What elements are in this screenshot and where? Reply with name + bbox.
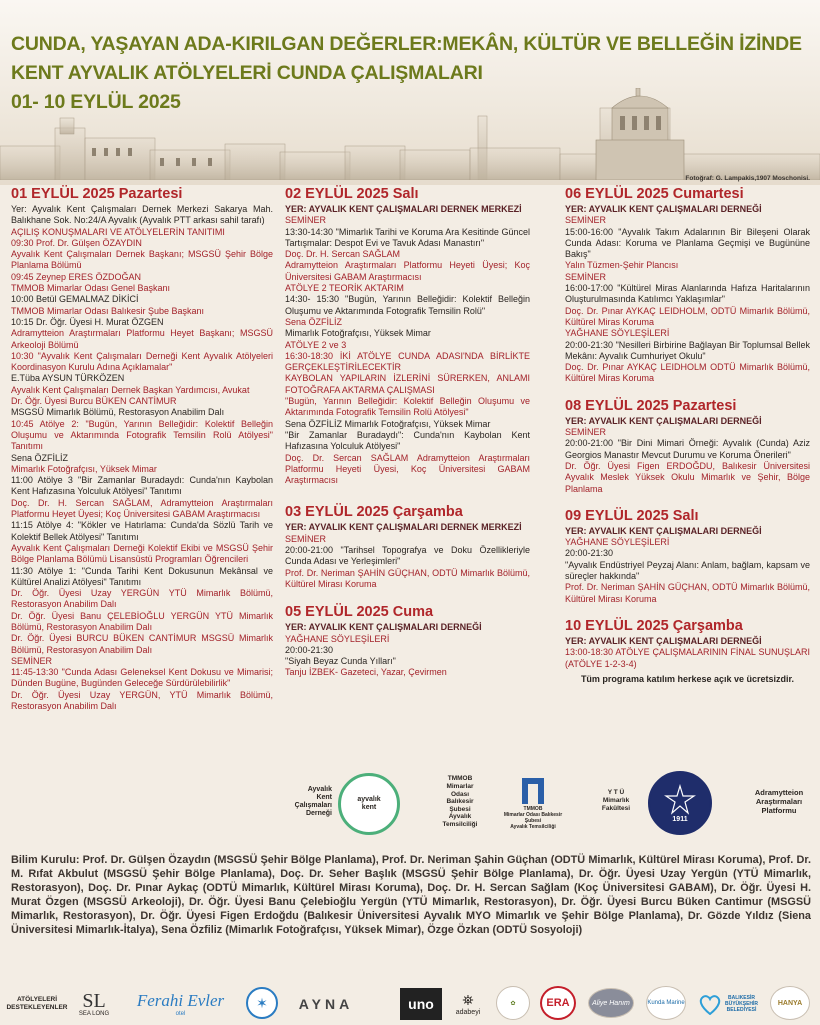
logo-text: BALIKESİR [728, 995, 755, 1001]
logo-text: Y T Ü [607, 789, 625, 796]
program-line: Dr. Öğr. Üyesi Burcu BÜKEN CANTİMUR [11, 396, 177, 407]
program-line: Sena ÖZFİLİZ Mimarlık Fotoğrafçısı, Yüksek Mimar [285, 418, 491, 429]
logo-text: Şubesi [449, 805, 471, 813]
logo-text: Araştırmaları [755, 796, 803, 806]
program-line: 10:45 Atölye 2: "Bugün, Yarının Belleğidir: Kolektif Belleğin Oluşumu ve Aktarımında Fotografik Temsilin Rolü Atölyesi" Tanıtımı [11, 418, 273, 452]
logo-text: Temsilciliği [442, 820, 478, 828]
program-line: "Bir Zamanlar Buradaydı": Cunda'nın Kaybolan Kent Hafızasına Yolculuk Atölyesi" [285, 429, 530, 452]
ytu-mimarlik-logo [595, 783, 637, 819]
heart-wave-icon [698, 993, 722, 1015]
logo-text: Ayvalık [448, 813, 472, 821]
day-column-1 [11, 186, 273, 712]
scientific-committee [11, 853, 811, 938]
program-line: TMMOB Mimarlar Odası Balıkesir Şube Başkanı [11, 305, 205, 316]
program-line: Dr. Öğr. Üyesi Figen ERDOĞDU, Balıkesir Üniversitesi Ayvalık Meslek Yüksek Okulu Mimarlık ve Şehir, Bölge Planlama [565, 460, 810, 494]
program-line: 16:30-18:30 İKİ ATÖLYE CUNDA ADASI'NDA BİRLİKTE GERÇEKLEŞTİRİLECEKTİR [285, 350, 530, 373]
day-heading: 05 EYLÜL 2025 Cuma [285, 604, 434, 621]
program-line: Adramytteion Araştırmaları Platformu Heyeti Üyesi; Koç Üniversitesi GABAM Araştırmacısı [285, 260, 530, 282]
program-line: Ayvalık Kent Çalışmaları Derneği Kolektif Ekibi ve MSGSÜ Şehir Bölge Planlama Bölümü Lisansüstü Programları Öğrencileri [11, 542, 273, 565]
program-line: KAYBOLAN YAPILARIN İZLERİNİ SÜRERKEN, ANLAMI FOTOĞRAFA AKTARMA ÇALIŞMASI [285, 373, 530, 395]
logo-text: Platformu [761, 805, 797, 815]
logo-text: Mimarlar Odası Balıkesir Şubesi [503, 812, 563, 824]
logo-text: TMMOB [523, 806, 543, 812]
program-line: 11:30 Atölye 1: "Cunda Tarihi Kent Dokusunun Mekânsal ve Kültürel Analizi Atölyesi" Tanıtımı [11, 565, 273, 587]
program-line: Doç. Dr. Pınar AYKAÇ LEIDHOLM, ODTÜ Mimarlık Bölümü, Kültürel Miras Koruma [565, 305, 810, 327]
logo-text: Ayvalık Temsilciliği [510, 824, 556, 830]
ayna-logo: AYNA [298, 996, 354, 1012]
program-line: YAĞHANE SÖYLEŞİLERİ [285, 633, 390, 644]
day-program-lines [11, 204, 273, 712]
logo-text: Adramytteion [754, 787, 804, 797]
kent-badge-logo [338, 773, 400, 835]
adramytteion-logo [744, 783, 814, 819]
program-line: Mimarlık Fotoğrafçısı, Yüksek Mimar [11, 463, 157, 474]
ytu-seal-logo [648, 771, 712, 835]
program-line: 10:30 "Ayvalık Kent Çalışmaları Derneği Kent Ayvalık Atölyeleri Koordinasyon Kurulu Adına Açıklamalar" [11, 350, 273, 373]
program-line: 10:00 Betül GEMALMAZ DİKİCİ [11, 294, 139, 305]
program-line: Doç. Dr. H. Sercan SAĞLAM, Adramytteion Araştırmaları Platformu Heyet Üyesi; Koç Üniversitesi GABAM Araştırmacısı [11, 497, 273, 520]
program-line: 13:30-14:30 "Mimarlık Tarihi ve Koruma Ara Kesitinde Güncel Tartışmalar: Despot Evi ve Tavuk Adası Manastırı" [285, 226, 530, 248]
logo-text: BÜYÜKŞEHİR [724, 1001, 759, 1007]
logo-text: BELEDİYESİ [726, 1007, 757, 1013]
committee-label: Bilim Kurulu: [11, 854, 80, 866]
uno-logo: uno [400, 988, 442, 1020]
program-line: YER: AYVALIK KENT ÇALIŞMALARI DERNEĞİ [565, 415, 762, 426]
program-line: Ayvalık Kent Çalışmaları Dernek Başkan Yardımcısı, Avukat [11, 384, 250, 395]
title-line-3: 01- 10 EYLÜL 2025 [11, 91, 181, 113]
day-heading: 02 EYLÜL 2025 Salı [285, 186, 419, 202]
logo-text: 1911 [672, 815, 688, 823]
program-line: E.Tüba AYSUN TÜRKÖZEN [11, 373, 125, 384]
program-line: "Ayvalık Endüstriyel Peyzaj Alanı: Anlam, bağlam, kapsam ve süreçler hakkında" [565, 559, 810, 582]
program-line: YER: AYVALIK KENT ÇALIŞMALARI DERNEĞİ [565, 204, 762, 214]
logo-text: Mimarlar [446, 783, 474, 791]
logo-text: TMMOB [447, 775, 473, 783]
cemal-logo-icon: ✿ [496, 986, 530, 1020]
logo-text: ayvalık [357, 796, 381, 803]
day-heading: 01 EYLÜL 2025 Pazartesi [11, 186, 183, 202]
logo-text: SEA LONG [78, 1011, 110, 1017]
program-line: Yer: Ayvalık Kent Çalışmaları Dernek Merkezi Sakarya Mah. Balıkhane Sok. No:24/A Ayvalık (Ayvalık PTT arkası sahil tarafı) [11, 204, 273, 226]
tmmob-emblem-icon [518, 776, 548, 806]
tmmob-ayvalik-logo [435, 769, 485, 835]
program-line: 10:15 Dr. Öğr. Üyesi H. Murat ÖZGEN [11, 316, 164, 327]
program-line: 20:00-21:30 [565, 548, 614, 559]
program-line: SEMİNER [565, 427, 607, 438]
program-line: YAĞHANE SÖYLEŞİLERİ [565, 537, 670, 548]
program-line: Yalın Tüzmen-Şehir Plancısı [565, 260, 679, 271]
logo-text: adabeyi [455, 1009, 481, 1016]
program-line: 11:15 Atölye 4: "Kökler ve Hatırlama: Cunda'da Sözlü Tarih ve Kolektif Bellek Atölyesi" Tanıtımı [11, 520, 273, 542]
program-line: ATÖLYE 2 TEORİK AKTARIM [285, 283, 404, 294]
ferahi-emblem-icon: ✶ [246, 987, 278, 1019]
program-line: YER: AYVALIK KENT ÇALIŞMALARI DERNEĞİ [565, 635, 762, 646]
balikesir-bb-logo [694, 988, 762, 1020]
program-line: MSGSÜ Mimarlık Bölümü, Restorasyon Anabilim Dalı [11, 407, 225, 418]
day-program-lines [565, 416, 810, 495]
tmmob-balikesir-logo [498, 771, 568, 835]
day-program-lines [285, 622, 530, 678]
logo-text: ATÖLYELERİ [16, 996, 58, 1003]
organizer-logos [280, 767, 815, 837]
logo-text: SL [82, 990, 106, 1012]
program-line: 20:00-21:30 "Nesilleri Birbirine Bağlayan Bir Toplumsal Bellek Mekânı: Ayvalık Cumhuriyet Okulu" [565, 339, 810, 361]
committee-members: Prof. Dr. Gülşen Özaydın (MSGSÜ Şehir Bölge Planlama), Prof. Dr. Neriman Şahin Güçhan (ODTÜ Mimarlık, Kültürel Mirası Koruma), Prof. Dr. M. Rıfat Akbulut (MSGSÜ Şehir Bölge Planlama), Doç. Dr. Seher Başlık (MSGSÜ Şehir Bölge Planlama), Dr. Öğr. Üyesi Uzay Yergün (YTÜ Mimarlık, Restorasyon), Doç. Dr. Pınar Aykaç (ODTÜ Mimarlık, Kültürel Mirası Koruma), Doç. Dr. H. Sercan Sağlam (Koç Üniversitesi GABAM), Dr. Öğr. Üyesi H. Murat Özgen (MSGSÜ Arkeoloji), Dr. Öğr. Üyesi Banu Çelebioğlu Yergün (YTÜ Mimarlık, Restorasyon), Dr. Öğr. Üyesi Burcu Büken Cantimur (MSGSÜ Mimarlık, Restorasyon), Dr. Öğr. Üyesi Figen Erdoğdu (Balıkesir Üniversitesi Ayvalık MYO Mimarlık ve Şehir Bölge Planlama), Dr. Gözde Yıldız (Siena Üniversitesi Mimarlık-İtalya), Sena Özfiliz (Mimarlık Fotoğrafçısı, Yüksek Mimar), Özge Özkan (ODTÜ Sosyoloji) [11, 854, 811, 937]
program-line: Doç. Dr. Sercan SAĞLAM Adramytteion Araştırmaları Platformu Heyeti Üyesi, Koç Üniversitesi GABAM Araştırmacısı [285, 452, 530, 486]
program-line: Dr. Öğr. Üyesi Uzay YERGÜN, YTÜ Mimarlık Bölümü, Restorasyon Anabilim Dalı [11, 689, 273, 712]
program-line: Dr. Öğr. Üyesi Banu ÇELEBİOĞLU YERGÜN YTÜ Mimarlık Bölümü, Restorasyon Anabilim Dalı [11, 610, 273, 632]
sponsors-footer [0, 982, 820, 1025]
day-column-2 [285, 186, 530, 679]
program-line: Doç. Dr. Pınar AYKAÇ LEIDHOLM ODTÜ Mimarlık Bölümü, Kültürel Miras Koruma [565, 362, 810, 384]
header [0, 0, 820, 185]
sealong-logo [74, 986, 114, 1022]
lighthouse-icon: ⛯ [462, 992, 474, 1008]
logo-text: Mimarlık [602, 797, 630, 804]
logo-text: Ferahi Evler [136, 991, 225, 1010]
program-line: 16:00-17:00 "Kültürel Miras Alanlarında Hafıza Haritalarının Oluşturulmasında Katılımcı Yaklaşımlar" [565, 283, 810, 305]
program-line: Prof. Dr. Neriman ŞAHİN GÜÇHAN, ODTÜ Mimarlık Bölümü, Kültürel Mirası Koruma [285, 567, 530, 589]
program-line: Ayvalık Kent Çalışmaları Dernek Başkanı; MSGSÜ Şehir Bölge Planlama Bölümü [11, 249, 273, 271]
day-program-lines [565, 204, 810, 385]
program-line: YER: AYVALIK KENT ÇALIŞMALARI DERNEĞİ [565, 525, 762, 536]
program-line: SEMİNER [285, 533, 327, 544]
day-program-lines [565, 526, 810, 605]
kunda-marine-logo: Kunda Marine [646, 986, 686, 1020]
logo-text: Ayvalık [307, 786, 332, 793]
aliye-hanim-logo: Aliye Hanım [588, 988, 634, 1018]
program-line: 09:30 Prof. Dr. Gülşen ÖZAYDIN [11, 237, 142, 248]
program-line: Tanju İZBEK- Gazeteci, Yazar, Çevirmen [285, 667, 447, 678]
akc-logo [280, 779, 332, 825]
day-column-3 [565, 186, 810, 685]
program-line: YER: AYVALIK KENT ÇALIŞMALARI DERNEK MERKEZİ [285, 204, 522, 214]
program-line: 14:30- 15:30 "Bugün, Yarının Belleğidir: Kolektif Belleğin Oluşumu ve Aktarımında Fotografik Temsilin Rolü" [285, 294, 530, 316]
program-line: SEMİNER [565, 215, 607, 226]
program-line: TMMOB Mimarlar Odası Genel Başkanı [11, 283, 171, 294]
era-logo: ERA [540, 986, 576, 1020]
program-line: 15:00-16:00 "Ayvalık Takım Adalarının Bir Bileşeni Olarak Cunda Adası: Koruma ve Planlama Geçmişi ve Bugününe Bakış" [565, 226, 810, 260]
day-program-lines [285, 522, 530, 590]
program-line: Dr. Öğr. Üyesi BURCU BÜKEN CANTİMUR MSGSÜ Mimarlık Bölümü, Restorasyon Anabilim Dalı [11, 633, 273, 655]
logo-text: kent [361, 804, 377, 811]
logo-text: Çalışmaları [294, 802, 332, 809]
program-line: Adramytteion Araştırmaları Platformu Heyet Başkanı; MSGSÜ Arkeoloji Bölümü [11, 328, 273, 350]
title-line-1: CUNDA, YAŞAYAN ADA-KIRILGAN DEĞERLER:MEKÂN, KÜLTÜR VE BELLEĞİN İZİNDE [11, 33, 802, 55]
program-line: Doç. Dr. H. Sercan SAĞLAM [285, 249, 401, 260]
program-line: SEMİNER [11, 655, 53, 666]
logo-text: Fakültesi [601, 805, 631, 812]
program-line: YER: AYVALIK KENT ÇALIŞMALARI DERNEK MERKEZİ [285, 522, 522, 533]
program-line: 09:45 Zeynep ERES ÖZDOĞAN [11, 271, 142, 282]
ferahi-evler-logo [118, 988, 243, 1020]
program-line: YAĞHANE SÖYLEŞİLERİ [565, 328, 670, 339]
program-line: 20:00-21:00 "Tarihsel Topografya ve Doku Özellikleriyle Cunda Adası ve Yerleşimleri" [285, 545, 530, 567]
logo-text: Kent [316, 794, 332, 801]
program-line: SEMİNER [565, 271, 607, 282]
program-line: Sena ÖZFİLİZ [285, 316, 343, 327]
hanya-logo: HANYA [770, 986, 810, 1020]
photo-credit: Fotoğraf: G. Lampakis,1907 Moschonisi. [685, 175, 810, 182]
program-line: SEMİNER [285, 215, 327, 226]
program-line: 11:45-13:30 "Cunda Adası Geleneksel Kent Dokusu ve Mimarisi; Dünden Bugüne, Bugünden Geleceğe Sürdürülebilirlik" [11, 667, 273, 689]
program-line: "Siyah Beyaz Cunda Yılları" [285, 656, 396, 667]
program-line: 13:00-18:30 ATÖLYE ÇALIŞMALARININ FİNAL SUNUŞLARI (ATÖLYE 1-2-3-4) [565, 647, 810, 669]
logo-text: otel [175, 1011, 186, 1017]
participation-note: Tüm programa katılım herkese açık ve ücretsizdir. [580, 673, 795, 684]
program-line: "Bugün, Yarının Belleğidir: Kolektif Belleğin Oluşumu ve Aktarımında Fotografik Temsilin Rolü Atölyesi" [285, 396, 530, 418]
day-heading: 06 EYLÜL 2025 Cumartesi [565, 186, 744, 202]
program-line: 20:00-21:00 "Bir Dini Mimari Örneği: Ayvalık (Cunda) Aziz Georgios Manastır Mevcut Durumu ve Koruma Önerileri" [565, 438, 810, 460]
day-heading: 09 EYLÜL 2025 Salı [565, 507, 699, 524]
program-line: AÇILIŞ KONUŞMALARI VE ATÖLYELERİN TANITIMI [11, 226, 225, 237]
program-line: Mimarlık Fotoğrafçısı, Yüksek Mimar [285, 328, 431, 339]
day-heading: 08 EYLÜL 2025 Pazartesi [565, 397, 737, 414]
program-line: YER: AYVALIK KENT ÇALIŞMALARI DERNEĞİ [285, 622, 482, 633]
logo-text: DESTEKLEYENLER [6, 1004, 68, 1011]
program-line: Sena ÖZFİLİZ [11, 452, 69, 463]
day-program-lines [565, 636, 810, 670]
day-program-lines [285, 204, 530, 486]
day-heading: 03 EYLÜL 2025 Çarşamba [285, 504, 463, 521]
logo-text: Balıkesir [446, 798, 474, 806]
program-line: Dr. Öğr. Üyesi Uzay YERGÜN YTÜ Mimarlık Bölümü, Restorasyon Anabilim Dalı [11, 588, 273, 610]
adabeyi-logo [448, 986, 488, 1022]
day-heading: 10 EYLÜL 2025 Çarşamba [565, 617, 743, 634]
logo-text: Derneği [305, 810, 332, 817]
skyline-illustration [0, 88, 820, 180]
program-line: Prof. Dr. Neriman ŞAHİN GÜÇHAN, ODTÜ Mimarlık Bölümü, Kültürel Mirası Koruma [565, 582, 810, 604]
star-emblem-icon [664, 784, 696, 816]
logo-text: Odası [450, 790, 470, 798]
program-line: ATÖLYE 2 ve 3 [285, 339, 347, 350]
program-line: 20:00-21:30 [285, 644, 334, 655]
sponsors-label [6, 992, 68, 1016]
title-line-2: KENT AYVALIK ATÖLYELERİ CUNDA ÇALIŞMALARI [11, 62, 483, 84]
program-line: 11:00 Atölye 3 "Bir Zamanlar Buradaydı: Cunda'nın Kaybolan Kent Hafızasına Yolculuk Atölyesi" Tanıtımı [11, 475, 273, 497]
